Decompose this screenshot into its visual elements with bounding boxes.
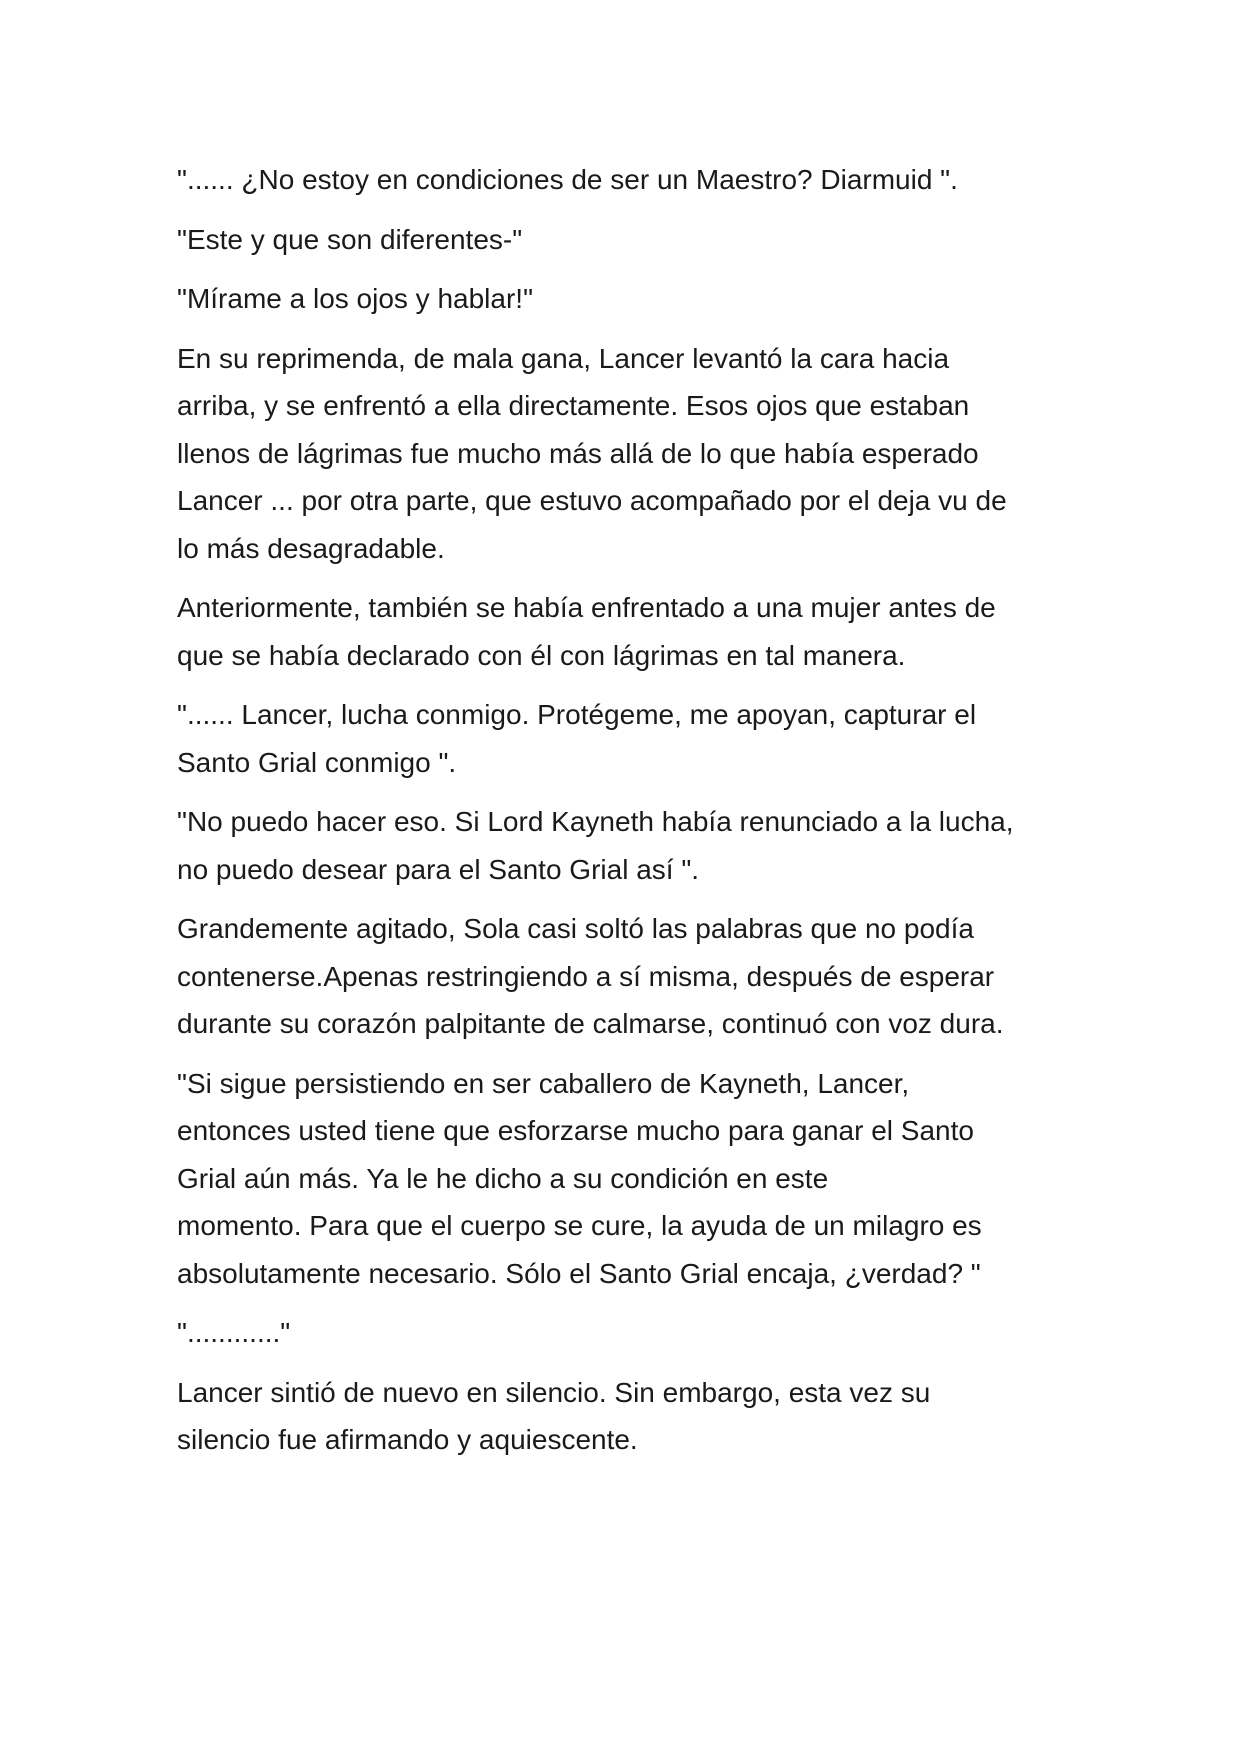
paragraph-8: Grandemente agitado, Sola casi soltó las palabras que no podía contenerse.Apenas restringiendo a sí misma, después de esperar durante su corazón palpitante de calmarse, continuó con voz dura.: [177, 913, 1004, 1039]
paragraph-6: "...... Lancer, lucha conmigo. Protégeme, me apoyan, capturar el Santo Grial conmigo ".: [177, 699, 977, 778]
paragraph-3: "Mírame a los ojos y hablar!": [177, 283, 534, 314]
paragraph-7: "No puedo hacer eso. Si Lord Kayneth había renunciado a la lucha, no puedo desear para el Santo Grial así ".: [177, 806, 1014, 885]
paragraph-4: En su reprimenda, de mala gana, Lancer levantó la cara hacia arriba, y se enfrentó a ella directamente. Esos ojos que estaban llenos de lágrimas fue mucho más allá de lo que había esperado Lancer ... por otra parte, que estuvo acompañado por el deja vu de lo más desagradable.: [177, 342, 1007, 564]
paragraph-1: "...... ¿No estoy en condiciones de ser un Maestro? Diarmuid ".: [177, 164, 958, 195]
paragraph-2: "Este y que son diferentes-": [177, 223, 523, 255]
paragraph-11: Lancer sintió de nuevo en silencio. Sin embargo, esta vez su silencio fue afirmando y aquiescente.: [177, 1376, 931, 1455]
body-text: [177, 156, 1077, 1476]
paragraph-9: "Si sigue persistiendo en ser caballero de Kayneth, Lancer, entonces usted tiene que esforzarse mucho para ganar el Santo Grial aún más. Ya le he dicho a su condición en este momento. Para que el cuerpo se cure, la ayuda de un milagro es absolutamente necesario. Sólo el Santo Grial encaja, ¿verdad? ": [177, 1067, 982, 1289]
paragraph-5: Anteriormente, también se había enfrentado a una mujer antes de que se había declarado con él con lágrimas en tal manera.: [177, 592, 996, 671]
paragraph-10: "............": [177, 1317, 291, 1348]
